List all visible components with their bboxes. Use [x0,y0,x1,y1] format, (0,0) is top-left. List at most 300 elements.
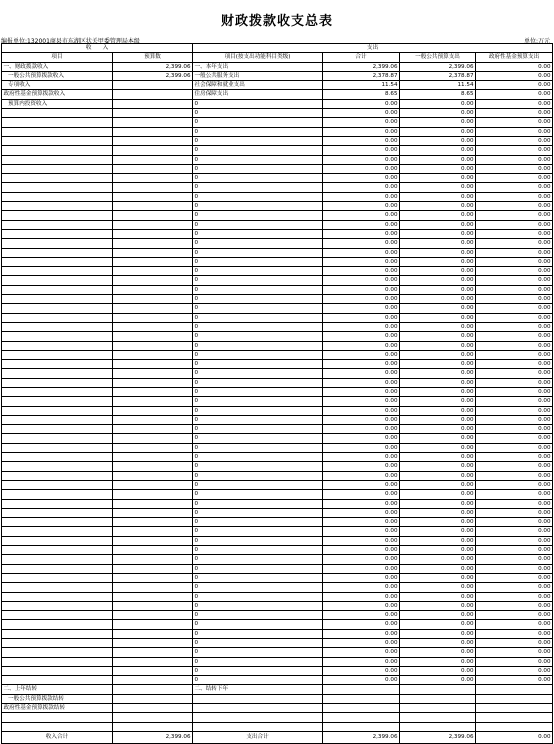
income-budget-cell [113,406,193,415]
table-row [2,508,553,517]
income-budget-cell [113,295,193,304]
income-budget-cell [113,183,193,192]
table-row [2,90,553,99]
table-row [2,639,553,648]
table-row [2,536,553,545]
table-row [2,555,553,564]
income-item-cell [2,453,113,462]
income-total-value: 2,399.06 [113,731,193,743]
expense-total-cell: 0.00 [323,220,400,229]
expense-fund-cell: 0.00 [476,350,553,359]
table-row [2,341,553,350]
expense-total-cell: 0.00 [323,378,400,387]
table-row [2,704,553,713]
table-row [2,81,553,90]
expense-general-cell: 0.00 [400,564,476,573]
expense-total-cell: 0.00 [323,611,400,620]
expense-item-cell: 0 [193,453,323,462]
income-item-cell [2,425,113,434]
expense-fund-cell [476,704,553,713]
income-item-cell [2,713,113,722]
table-row [2,127,553,136]
expense-fund-cell: 0.00 [476,183,553,192]
expense-fund-cell: 0.00 [476,285,553,294]
income-budget-cell [113,239,193,248]
expense-general-cell: 0.00 [400,508,476,517]
income-item-cell [2,202,113,211]
table-row [2,109,553,118]
expense-item-cell: 0 [193,536,323,545]
expense-item-cell: 0 [193,202,323,211]
income-item-cell [2,555,113,564]
expense-total-cell: 0.00 [323,462,400,471]
expense-total-cell: 0.00 [323,174,400,183]
expense-item-cell: 0 [193,322,323,331]
income-budget-cell [113,620,193,629]
expense-total-cell: 8.65 [323,90,400,99]
income-budget-cell [113,704,193,713]
income-item-cell [2,583,113,592]
expense-total-cell: 0.00 [323,118,400,127]
income-budget-cell [113,322,193,331]
expense-fund-cell: 0.00 [476,443,553,452]
expense-item-cell: 0 [193,573,323,582]
expense-total-cell: 0.00 [323,360,400,369]
expense-general-cell: 0.00 [400,387,476,396]
income-item-cell [2,350,113,359]
table-row [2,601,553,610]
income-budget-cell [113,480,193,489]
expense-total-cell: 0.00 [323,397,400,406]
expense-fund-cell: 0.00 [476,360,553,369]
income-item-cell: 政府性基金预算拨款收入 [2,90,113,99]
expense-item-cell: 0 [193,350,323,359]
expense-item-cell: 0 [193,378,323,387]
income-budget-cell [113,81,193,90]
income-budget-cell [113,694,193,703]
income-item-cell [2,722,113,731]
income-budget-cell [113,378,193,387]
income-item-cell [2,183,113,192]
expense-general-cell: 0.00 [400,164,476,173]
income-item-cell [2,192,113,201]
expense-item-cell: 0 [193,527,323,536]
expense-fund-cell: 0.00 [476,666,553,675]
expense-general-cell [400,713,476,722]
table-row [2,276,553,285]
table-row [2,694,553,703]
income-item-cell [2,295,113,304]
currency-unit: 单位:万元 [523,38,550,45]
expense-total-cell: 0.00 [323,369,400,378]
expense-fund-cell: 0.00 [476,601,553,610]
expense-fund-cell: 0.00 [476,174,553,183]
income-budget-cell [113,229,193,238]
income-item-cell [2,499,113,508]
income-item-cell: 二、上年结转 [2,685,113,694]
expense-general-cell: 0.00 [400,146,476,155]
expense-item-cell: 0 [193,657,323,666]
expense-fund-cell: 0.00 [476,573,553,582]
table-row [2,118,553,127]
table-row [2,360,553,369]
expense-general-cell: 0.00 [400,601,476,610]
expense-item-cell: 0 [193,183,323,192]
expense-fund-cell: 0.00 [476,220,553,229]
expense-total-cell: 0.00 [323,639,400,648]
income-item-cell [2,369,113,378]
expense-general-cell: 0.00 [400,257,476,266]
expense-general-cell: 0.00 [400,583,476,592]
expense-general-cell: 0.00 [400,657,476,666]
expense-item-cell: 0 [193,220,323,229]
income-budget-cell [113,341,193,350]
table-row [2,657,553,666]
table-row [2,211,553,220]
expense-item-cell: 0 [193,592,323,601]
income-budget-cell [113,508,193,517]
expense-total-cell: 0.00 [323,499,400,508]
budget-table [1,43,553,744]
expense-total-cell: 0.00 [323,480,400,489]
expense-item-cell: 0 [193,211,323,220]
reporting-unit: 编报单位:132001商县市东湖区状关甲委管理局本级 [1,38,140,45]
expense-item-cell: 0 [193,611,323,620]
expense-fund-cell: 0.00 [476,471,553,480]
expense-total-cell: 0.00 [323,248,400,257]
expense-total-cell: 0.00 [323,304,400,313]
income-budget-cell [113,211,193,220]
expense-general-cell: 0.00 [400,99,476,108]
income-budget-cell [113,583,193,592]
expense-fund-cell: 0.00 [476,592,553,601]
expense-item-cell: 0 [193,648,323,657]
income-item-cell [2,592,113,601]
expense-fund-cell: 0.00 [476,322,553,331]
expense-general-cell: 0.00 [400,285,476,294]
income-item-cell [2,313,113,322]
expense-general-cell: 0.00 [400,611,476,620]
table-row [2,304,553,313]
expense-fund-cell: 0.00 [476,369,553,378]
expense-item-cell: 0 [193,295,323,304]
expense-fund-cell: 0.00 [476,146,553,155]
expense-general-cell: 0.00 [400,499,476,508]
expense-item-cell: 0 [193,136,323,145]
income-budget-cell [113,369,193,378]
income-item-cell [2,611,113,620]
expense-general-cell: 0.00 [400,462,476,471]
table-row [2,406,553,415]
table-row [2,583,553,592]
expense-total-cell: 0.00 [323,546,400,555]
expense-total-cell: 0.00 [323,406,400,415]
expense-total-cell: 0.00 [323,202,400,211]
income-item-cell: 一、财政拨款收入 [2,62,113,71]
expense-total-cell [323,722,400,731]
expense-fund-cell [476,694,553,703]
income-budget-cell [113,267,193,276]
income-budget-cell: 2,399.06 [113,62,193,71]
expense-fund-cell: 0.00 [476,518,553,527]
expense-item-cell: 0 [193,564,323,573]
expense-total-cell: 0.00 [323,453,400,462]
income-item-cell [2,462,113,471]
expense-fund-cell: 0.00 [476,657,553,666]
expense-general-cell: 0.00 [400,136,476,145]
expense-group-header: 支出 [193,44,553,53]
income-item-cell [2,648,113,657]
expense-item-cell: 0 [193,620,323,629]
expense-item-cell: 0 [193,639,323,648]
expense-general-cell: 0.00 [400,480,476,489]
income-budget-cell [113,415,193,424]
income-item-cell [2,267,113,276]
expense-total-cell: 0.00 [323,508,400,517]
expense-item-cell: 0 [193,285,323,294]
expense-total-label: 支出合计 [193,731,323,743]
expense-item-cell: 0 [193,118,323,127]
expense-fund-cell: 0.00 [476,564,553,573]
expense-general-cell: 0.00 [400,639,476,648]
expense-item-cell: 0 [193,434,323,443]
income-budget-cell [113,564,193,573]
table-row [2,573,553,582]
expense-fund-cell: 0.00 [476,109,553,118]
totals-row [2,731,553,743]
expense-total-cell [323,694,400,703]
expense-total-cell: 0.00 [323,555,400,564]
income-budget-cell [113,425,193,434]
expense-general-cell: 0.00 [400,174,476,183]
income-budget-cell [113,592,193,601]
report-title: 财政拨款收支总表 [220,14,333,29]
expense-fund-cell: 0.00 [476,527,553,536]
table-row [2,229,553,238]
expense-general-cell: 0.00 [400,248,476,257]
expense-item-cell: 一、本年支出 [193,62,323,71]
expense-total-cell: 0.00 [323,99,400,108]
expense-general-cell: 0.00 [400,155,476,164]
table-row [2,267,553,276]
income-budget-cell [113,220,193,229]
expense-fund-cell: 0.00 [476,406,553,415]
expense-item-cell: 0 [193,99,323,108]
income-item-cell [2,629,113,638]
income-budget-cell [113,202,193,211]
table-row [2,155,553,164]
table-row [2,611,553,620]
income-item-cell [2,480,113,489]
expense-item-cell: 一般公共服务支出 [193,71,323,80]
income-item-cell [2,211,113,220]
income-item-cell [2,536,113,545]
table-row [2,397,553,406]
expense-fund-cell: 0.00 [476,425,553,434]
expense-total-cell: 0.00 [323,192,400,201]
expense-general-cell: 0.00 [400,573,476,582]
expense-general-cell: 0.00 [400,295,476,304]
expense-general-cell: 11.54 [400,81,476,90]
expense-general-cell: 0.00 [400,546,476,555]
expense-total-cell: 0.00 [323,676,400,685]
expense-total-cell: 0.00 [323,332,400,341]
expense-total-cell: 0.00 [323,490,400,499]
table-row [2,313,553,322]
expense-total-cell: 0.00 [323,183,400,192]
income-budget-cell [113,285,193,294]
expense-total-cell: 0.00 [323,109,400,118]
table-row [2,71,553,80]
income-budget-cell [113,639,193,648]
table-row [2,527,553,536]
expense-total-cell: 0.00 [323,239,400,248]
expense-general-cell: 0.00 [400,267,476,276]
table-row [2,257,553,266]
expense-item-cell [193,713,323,722]
income-item-cell [2,666,113,675]
expense-fund-cell: 0.00 [476,546,553,555]
expense-fund-cell: 0.00 [476,555,553,564]
table-row [2,174,553,183]
table-row [2,350,553,359]
table-row [2,332,553,341]
expense-item-cell: 0 [193,313,323,322]
expense-item-cell: 社会保障和就业支出 [193,81,323,90]
table-row [2,99,553,108]
table-row [2,322,553,331]
income-budget-cell [113,313,193,322]
expense-general-cell: 0.00 [400,415,476,424]
expense-item-cell: 0 [193,109,323,118]
table-row [2,220,553,229]
expense-total-cell: 2,378.87 [323,71,400,80]
expense-general-cell: 0.00 [400,397,476,406]
table-row [2,164,553,173]
table-row [2,722,553,731]
income-item-cell [2,322,113,331]
income-item-cell [2,174,113,183]
expense-item-cell: 0 [193,583,323,592]
expense-fund-cell: 0.00 [476,341,553,350]
expense-total-cell: 0.00 [323,387,400,396]
table-row [2,239,553,248]
expense-fund-cell [476,722,553,731]
table-row [2,713,553,722]
expense-general-total: 2,399.06 [400,731,476,743]
expense-fund-cell: 0.00 [476,62,553,71]
expense-total-cell [323,704,400,713]
expense-general-cell: 0.00 [400,109,476,118]
table-row [2,415,553,424]
expense-total-cell: 0.00 [323,527,400,536]
expense-fund-cell: 0.00 [476,192,553,201]
expense-item-cell: 0 [193,164,323,173]
expense-general-cell: 0.00 [400,360,476,369]
expense-general-cell: 0.00 [400,341,476,350]
table-row [2,453,553,462]
income-item-cell [2,332,113,341]
income-budget-cell [113,90,193,99]
expense-general-cell: 0.00 [400,666,476,675]
expense-total-cell: 0.00 [323,657,400,666]
col-header-item: 项目 [2,53,113,62]
expense-item-cell [193,694,323,703]
expense-total-cell: 0.00 [323,415,400,424]
income-item-cell [2,220,113,229]
expense-fund-cell: 0.00 [476,295,553,304]
expense-total-cell: 0.00 [323,155,400,164]
income-item-cell [2,415,113,424]
col-header-fund: 政府性基金预算支出 [476,53,553,62]
expense-fund-cell: 0.00 [476,620,553,629]
expense-item-cell: 0 [193,127,323,136]
expense-general-cell: 0.00 [400,211,476,220]
income-budget-cell [113,471,193,480]
income-budget-cell [113,127,193,136]
expense-item-cell: 0 [193,239,323,248]
expense-fund-cell: 0.00 [476,676,553,685]
expense-total-cell: 0.00 [323,583,400,592]
expense-general-cell: 2,378.87 [400,71,476,80]
income-item-cell [2,518,113,527]
expense-general-cell [400,704,476,713]
income-item-cell [2,620,113,629]
expense-general-cell: 0.00 [400,555,476,564]
expense-general-cell: 0.00 [400,629,476,638]
expense-fund-cell: 0.00 [476,81,553,90]
col-header-budget: 预算数 [113,53,193,62]
income-item-cell [2,378,113,387]
expense-fund-cell: 0.00 [476,257,553,266]
expense-general-cell [400,722,476,731]
income-budget-cell [113,555,193,564]
income-item-cell [2,285,113,294]
expense-fund-cell: 0.00 [476,508,553,517]
expense-general-cell: 2,399.06 [400,62,476,71]
expense-general-cell: 0.00 [400,350,476,359]
expense-fund-cell: 0.00 [476,99,553,108]
expense-item-cell: 0 [193,332,323,341]
expense-item-cell: 0 [193,480,323,489]
income-item-cell [2,546,113,555]
income-item-cell [2,127,113,136]
expense-general-cell: 0.00 [400,378,476,387]
expense-general-cell: 0.00 [400,490,476,499]
expense-item-cell: 0 [193,369,323,378]
income-item-cell [2,146,113,155]
expense-fund-cell: 0.00 [476,90,553,99]
expense-item-cell: 0 [193,192,323,201]
expense-item-cell: 0 [193,155,323,164]
expense-general-cell: 0.00 [400,313,476,322]
table-row [2,183,553,192]
expense-general-cell: 0.00 [400,127,476,136]
expense-item-cell: 0 [193,267,323,276]
expense-fund-cell: 0.00 [476,397,553,406]
income-budget-cell [113,136,193,145]
income-item-cell [2,118,113,127]
table-row [2,620,553,629]
expense-general-cell: 0.00 [400,527,476,536]
income-item-cell [2,164,113,173]
table-row [2,434,553,443]
table-row [2,666,553,675]
income-budget-cell [113,146,193,155]
expense-general-cell: 0.00 [400,620,476,629]
expense-fund-cell: 0.00 [476,229,553,238]
expense-fund-cell: 0.00 [476,378,553,387]
